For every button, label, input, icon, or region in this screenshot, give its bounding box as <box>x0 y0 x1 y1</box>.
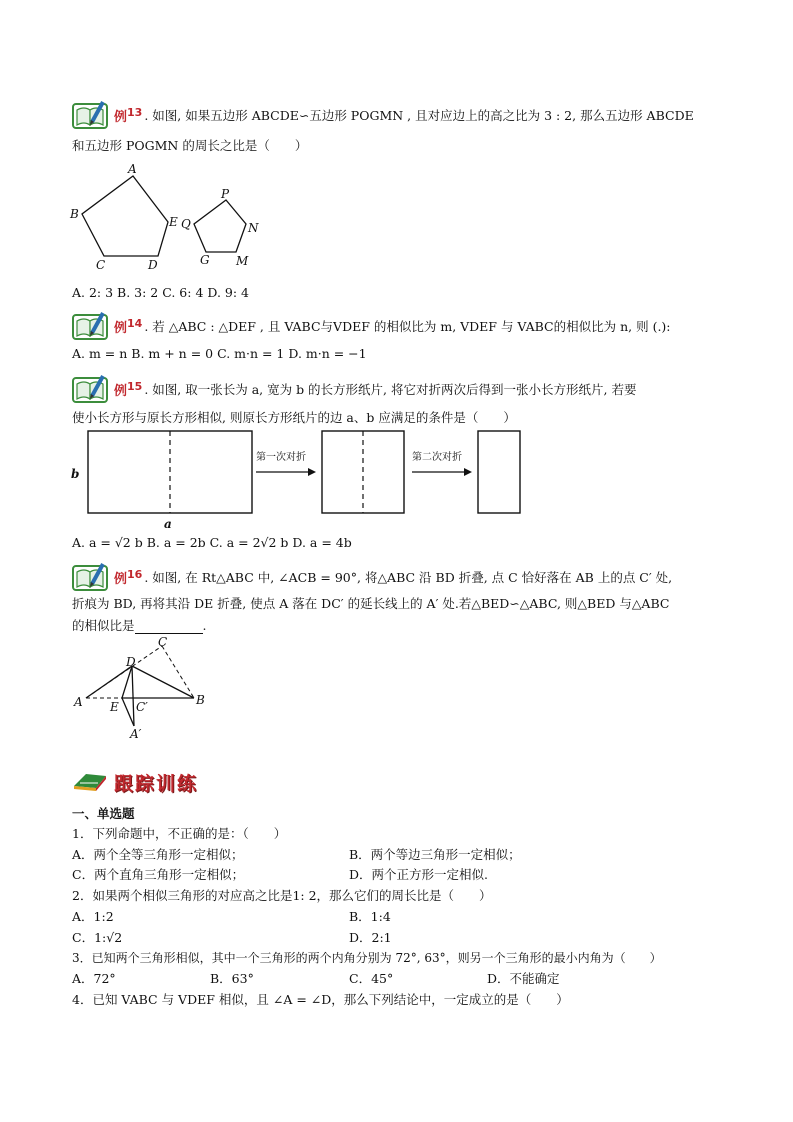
example-15-stem-line2: 使小长方形与原长方形相似, 则原长方形纸片的边 a、b 应满足的条件是（ ） <box>72 410 516 425</box>
q3-option-d: D．不能确定 <box>487 971 560 986</box>
example-label: 例 <box>114 109 128 125</box>
fold1-text: 第一次对折 <box>256 452 306 463</box>
example-number: 13 <box>127 105 143 119</box>
q2-option-b: B．1:4 <box>349 909 391 924</box>
label-Q: Q <box>181 217 191 231</box>
example-number: 14 <box>127 316 143 330</box>
book-pencil-icon <box>72 311 110 341</box>
book-pencil-icon <box>72 100 110 130</box>
q2-option-c: C．1:√2 <box>72 930 123 945</box>
q3-option-a: A．72° <box>72 971 116 986</box>
small-rectangle <box>478 431 520 513</box>
example-label: 例 <box>114 320 128 336</box>
section-title: 跟踪训练 <box>114 772 199 795</box>
example-16-header <box>72 562 672 592</box>
example-number: 15 <box>127 379 143 393</box>
answer-blank <box>135 621 203 634</box>
q3-stem: 3．已知两个三角形相似，其中一个三角形的两个内角分别为 72°, 63°，则另一个三角形的最小内角为（ ） <box>72 951 662 965</box>
example-16-stem-line3 <box>72 618 207 634</box>
part-heading: 一、单选题 <box>72 806 135 821</box>
label-C: C <box>158 636 168 649</box>
label-C-prime: C′ <box>136 700 148 714</box>
label-B: B <box>196 693 205 707</box>
example-14-options: A. m = n B. m + n = 0 C. m·n = 1 D. m·n = −1 <box>72 346 367 361</box>
label-D: D <box>148 258 158 272</box>
label-A: A <box>128 162 137 176</box>
label-M: M <box>236 254 249 268</box>
label-C: C <box>96 258 106 272</box>
label-D: D <box>126 655 136 669</box>
example-16-stem-line1: . 如图, 在 Rt△ABC 中, ∠ACB = 90°, 将△ABC 沿 BD 折叠, 点 C 恰好落在 AB 上的点 C′ 处, <box>144 570 673 585</box>
example-15-options: A. a = √2 b B. a = 2b C. a = 2√2 b D. a = 4b <box>72 535 352 550</box>
example-label: 例 <box>114 383 128 399</box>
pentagon-pogmn <box>194 200 246 252</box>
q1-option-b: B．两个等边三角形一定相似； <box>349 847 521 862</box>
example-13-stem-line2: 和五边形 POGMN 的周长之比是（ ） <box>72 138 308 153</box>
section-banner <box>72 768 198 796</box>
pentagons-figure <box>66 162 276 277</box>
label-B: B <box>70 207 79 221</box>
segment-EA-prime <box>122 698 134 726</box>
label-b: b <box>71 467 80 481</box>
q1-option-a: A．两个全等三角形一定相似； <box>72 847 244 862</box>
example-13-header <box>72 100 694 130</box>
fold2-text: 第二次对折 <box>412 452 462 463</box>
stem-line3-text: 的相似比是 <box>72 618 135 633</box>
example-label: 例 <box>114 571 128 587</box>
example-number: 16 <box>127 567 143 581</box>
segment-DA-prime <box>132 666 134 726</box>
stem-line3-end: . <box>202 618 207 633</box>
example-14-header <box>72 311 671 341</box>
book-pencil-icon <box>72 374 110 404</box>
arrow-1-head <box>308 468 316 476</box>
arrow-2-head <box>464 468 472 476</box>
example-15-header <box>72 374 636 404</box>
example-14-stem: . 若 △ABC : △DEF , 且 VABC与VDEF 的相似比为 m, VDEF 与 VABC的相似比为 n, 则 (.): <box>144 319 671 334</box>
example-15-stem-line1: . 如图, 取一张长为 a, 宽为 b 的长方形纸片, 将它对折两次后得到一张小长方形纸片, 若要 <box>144 382 637 397</box>
book-icon <box>72 768 108 796</box>
q2-option-d: D．2:1 <box>349 930 392 945</box>
label-A: A <box>74 695 83 709</box>
label-E: E <box>110 700 119 714</box>
label-A-prime: A′ <box>130 727 142 741</box>
example-16-stem-line2: 折痕为 BD, 再将其沿 DE 折叠, 使点 A 落在 DC′ 的延长线上的 A′ 处.若△BED∽△ABC, 则△BED 与△ABC <box>72 596 670 611</box>
label-G: G <box>200 253 210 267</box>
label-N: N <box>248 221 259 235</box>
q1-option-d: D．两个正方形一定相似. <box>349 867 488 882</box>
folded-triangle-figure <box>66 636 226 744</box>
label-P: P <box>221 187 230 201</box>
q1-option-c: C．两个直角三角形一定相似； <box>72 867 245 882</box>
segment-DA <box>86 666 132 698</box>
label-a: a <box>164 517 172 531</box>
q3-option-c: C．45° <box>349 971 394 986</box>
example-13-options: A. 2: 3 B. 3: 2 C. 6: 4 D. 9: 4 <box>72 285 249 300</box>
label-E: E <box>169 215 178 229</box>
q3-option-b: B．63° <box>210 971 254 986</box>
q1-stem: 1．下列命题中，不正确的是：（ ） <box>72 826 287 841</box>
q4-stem: 4．已知 VABC 与 VDEF 相似，且 ∠A = ∠D，那么下列结论中，一定成立的是（ ） <box>72 992 569 1007</box>
q2-stem: 2．如果两个相似三角形的对应高之比是1: 2，那么它们的周长比是（ ） <box>72 888 492 903</box>
q2-option-a: A．1:2 <box>72 909 114 924</box>
segment-DE <box>122 666 132 698</box>
book-pencil-icon <box>72 562 110 592</box>
paper-folding-figure <box>66 428 526 534</box>
example-13-stem-line1: . 如图, 如果五边形 ABCDE∽五边形 POGMN , 且对应边上的高之比为 3 : 2, 那么五边形 ABCDE <box>144 108 694 123</box>
pentagon-abcde <box>82 176 168 256</box>
